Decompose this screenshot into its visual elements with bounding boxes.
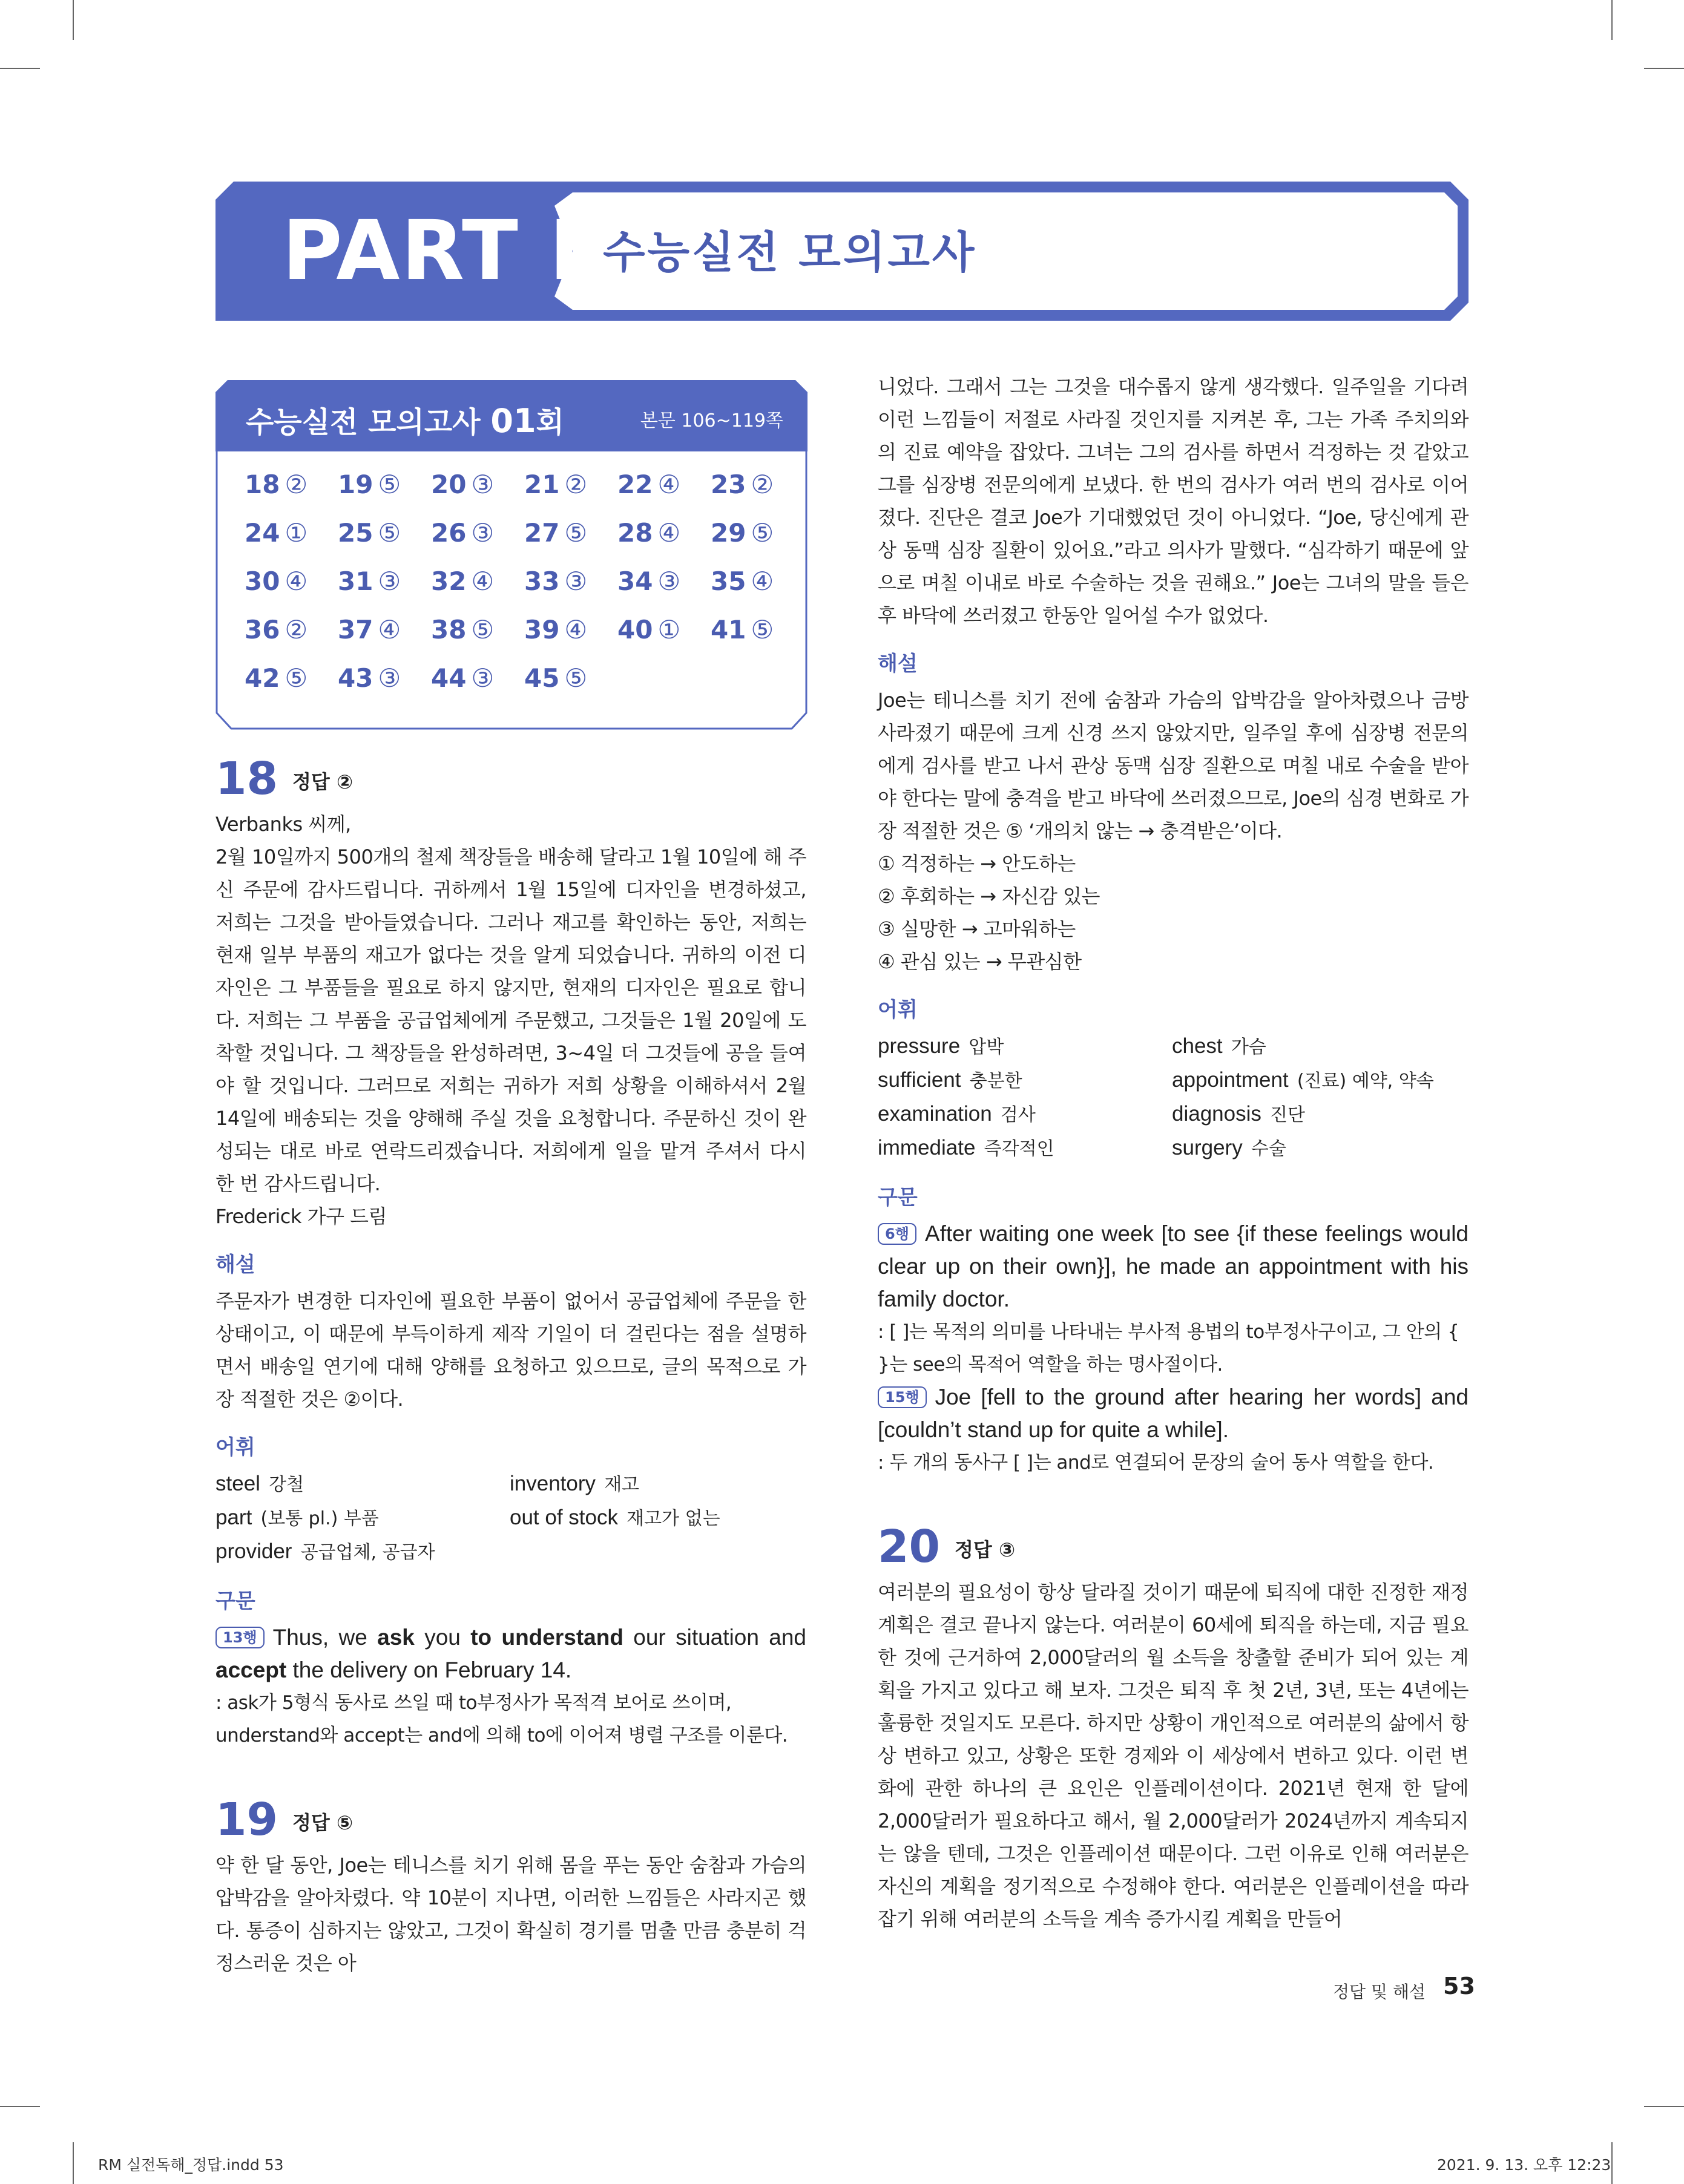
crop-mark xyxy=(1644,2106,1684,2107)
answer-number: 24 xyxy=(245,518,280,548)
syntax-text: Thus, we xyxy=(272,1625,378,1650)
part-banner xyxy=(215,182,1469,321)
vocab-en: provider xyxy=(215,1540,292,1563)
answer-item xyxy=(245,616,338,644)
vocab-item xyxy=(1172,1132,1466,1166)
question-answer: 정답 ③ xyxy=(954,1538,1016,1561)
vocab-ko: (진료) 예약, 약속 xyxy=(1297,1071,1434,1092)
answer-mark: ⑤ xyxy=(471,615,495,644)
vocab-item xyxy=(215,1501,510,1535)
vocab-en: chest xyxy=(1172,1034,1223,1058)
vocab-ko: 압박 xyxy=(969,1037,1004,1058)
answer-mark: ② xyxy=(285,615,308,644)
explanation-label: 해설 xyxy=(878,652,918,676)
syntax-text: Joe [fell to the ground after hearing her words] and [couldn’t stand up for quite a while]. xyxy=(878,1385,1469,1442)
answer-mark: ⑤ xyxy=(751,615,774,644)
vocab-ko: 가슴 xyxy=(1231,1037,1266,1058)
line-tag: 6행 xyxy=(878,1223,916,1245)
answer-mark: ⑤ xyxy=(285,663,308,693)
syntax-bold: ask xyxy=(377,1625,415,1650)
vocab-en: pressure xyxy=(878,1034,961,1058)
answer-mark: ③ xyxy=(378,663,401,693)
crop-mark xyxy=(1611,2142,1613,2184)
answer-item xyxy=(711,616,804,644)
answer-item xyxy=(617,568,711,595)
answer-number: 27 xyxy=(524,518,560,548)
answer-number: 45 xyxy=(524,663,560,693)
vocab-en: surgery xyxy=(1172,1136,1243,1159)
page-number: 53 xyxy=(1443,1973,1475,1999)
vocab-item xyxy=(1172,1098,1466,1132)
answer-mark: ③ xyxy=(657,566,681,596)
syntax-sentence xyxy=(878,1218,1469,1316)
syntax-text: the delivery on February 14. xyxy=(286,1658,572,1682)
crop-mark xyxy=(1644,68,1684,69)
answer-item xyxy=(711,471,804,499)
vocab-en: sufficient xyxy=(878,1068,961,1092)
line-tag: 15행 xyxy=(878,1386,927,1408)
answer-mark: ② xyxy=(285,470,308,499)
answer-number: 29 xyxy=(711,518,746,548)
answer-number: 36 xyxy=(245,615,280,644)
syntax-text: you xyxy=(414,1625,471,1650)
vocab-item xyxy=(215,1467,510,1501)
answer-number: 22 xyxy=(617,470,653,499)
vocab-item xyxy=(878,1030,1172,1064)
vocab-item xyxy=(510,1501,804,1535)
syntax-note: : [ ]는 목적의 의미를 나타내는 부사적 용법의 to부정사구이고, 그 안의 { }는 see의 목적어 역할을 하는 명사절이다. xyxy=(878,1321,1459,1376)
answer-number: 42 xyxy=(245,663,280,693)
answer-mark: ③ xyxy=(471,663,495,693)
syntax-text: After waiting one week [to see {if these feelings would clear up on their own}], he made an appointment with his family doctor. xyxy=(878,1221,1469,1311)
question-number: 20 xyxy=(878,1521,940,1573)
answer-box-title-number: 01 xyxy=(490,402,536,440)
translation-continued: 니었다. 그래서 그는 그것을 대수롭지 않게 생각했다. 일주일을 기다려 이런 느낌들이 저절로 사라질 것인지를 지켜본 후, 그는 가족 주치의와의 진료 예약을 잡았다. 그녀는 그의 검사를 하면서 걱정하는 것 같았고 그를 심장병 전문의에게 보냈다. 한 번의 검사가 여러 번의 검사로 이어졌다. 진단은 결코 Joe가 기대했었던 것이 아니었다. “Joe, 당신에게 관상 동맥 심장 질환이 있어요.”라고 의사가 말했다. “심각하기 때문에 앞으로 며칠 이내로 바로 수술하는 것을 권해요.” Joe는 그녀의 말을 들은 후 바닥에 쓰러졌고 한동안 일어설 수가 없었다. xyxy=(878,375,1469,627)
answer-item xyxy=(245,568,338,595)
vocab-list xyxy=(215,1467,806,1569)
answer-mark: ② xyxy=(751,470,774,499)
question-18-heading xyxy=(215,753,806,804)
vocab-item xyxy=(878,1132,1172,1166)
answer-box-title-suffix: 회 xyxy=(536,405,564,439)
syntax-note: : ask가 5형식 동사로 쓰일 때 to부정사가 목적격 보어로 쓰이며, understand와 accept는 and에 의해 to에 이어져 병렬 구조를 이룬다. xyxy=(215,1692,788,1746)
answer-mark: ④ xyxy=(751,566,774,596)
syntax-note: : 두 개의 동사구 [ ]는 and로 연결되어 문장의 술어 동사 역할을 한다. xyxy=(878,1452,1434,1474)
answer-item xyxy=(338,568,431,595)
vocab-en: diagnosis xyxy=(1172,1102,1261,1126)
answer-item xyxy=(245,519,338,547)
vocab-item xyxy=(878,1098,1172,1132)
syntax-text: our situation and xyxy=(623,1625,806,1650)
date-info: 2021. 9. 13. 오후 12:23 xyxy=(1437,2156,1611,2174)
option-item: ② 후회하는 → 자신감 있는 xyxy=(878,885,1100,908)
answer-mark: ② xyxy=(564,470,588,499)
vocab-item xyxy=(215,1535,510,1569)
crop-mark xyxy=(0,2106,40,2107)
syntax-label: 구문 xyxy=(878,1185,918,1210)
vocab-en: examination xyxy=(878,1102,992,1126)
answer-box-title-text: 수능실전 모의고사 xyxy=(246,405,491,439)
question-answer: 정답 ⑤ xyxy=(292,1811,354,1834)
answer-box-pages: 본문 106~119쪽 xyxy=(640,410,783,431)
vocab-ko: 수술 xyxy=(1251,1138,1286,1159)
answer-number: 41 xyxy=(711,615,746,644)
answer-number: 34 xyxy=(617,566,653,596)
answer-item xyxy=(245,471,338,499)
translation-signoff: Frederick 가구 드림 xyxy=(215,1205,387,1228)
answer-number: 28 xyxy=(617,518,653,548)
vocab-ko: 재고 xyxy=(604,1474,640,1495)
answer-item xyxy=(338,664,431,692)
answer-mark: ④ xyxy=(378,615,401,644)
answer-mark: ④ xyxy=(657,470,681,499)
answer-box-title xyxy=(246,402,564,442)
explanation-text: Joe는 테니스를 치기 전에 숨참과 가슴의 압박감을 알아차렸으나 금방 사라졌기 때문에 크게 신경 쓰지 않았지만, 일주일 후에 심장병 전문의에게 검사를 받고 나서 관상 동맥 심장 질환으로 며칠 내로 수술을 받아야 한다는 말에 충격을 받고 바닥에 쓰러졌으므로, Joe의 심경 변화로 가장 적절한 것은 ⑤ ‘개의치 않는 → 충격받은’이다. xyxy=(878,689,1469,842)
vocab-en: inventory xyxy=(510,1472,596,1495)
answer-item xyxy=(524,616,617,644)
answer-item xyxy=(338,519,431,547)
answer-number: 21 xyxy=(524,470,560,499)
answer-mark: ④ xyxy=(471,566,495,596)
answer-item xyxy=(431,664,524,692)
answer-item xyxy=(711,519,804,547)
question-20-heading xyxy=(878,1521,1469,1572)
option-item: ③ 실망한 → 고마워하는 xyxy=(878,917,1076,940)
answer-item xyxy=(431,519,524,547)
answer-number: 23 xyxy=(711,470,746,499)
answer-item xyxy=(711,568,804,595)
answer-item xyxy=(338,616,431,644)
syntax-bold: to understand xyxy=(470,1625,623,1650)
answer-number: 37 xyxy=(338,615,373,644)
right-column xyxy=(878,370,1469,1935)
explanation-text: 주문자가 변경한 디자인에 필요한 부품이 없어서 공급업체에 주문을 한 상태이고, 이 때문에 부득이하게 제작 기일이 더 걸린다는 점을 설명하면서 배송일 연기에 대해 양해를 요청하고 있으므로, 글의 목적으로 가장 적절한 것은 ②이다. xyxy=(215,1290,806,1411)
answer-number: 44 xyxy=(431,663,467,693)
syntax-bold: accept xyxy=(215,1658,287,1682)
answer-item xyxy=(245,664,338,692)
answer-mark: ⑤ xyxy=(378,470,401,499)
answer-mark: ⑤ xyxy=(564,518,588,548)
answer-mark: ③ xyxy=(471,470,495,499)
vocab-item xyxy=(510,1467,804,1501)
answer-number: 19 xyxy=(338,470,373,499)
vocab-list xyxy=(878,1030,1469,1166)
translation-body: 약 한 달 동안, Joe는 테니스를 치기 위해 몸을 푸는 동안 숨참과 가슴의 압박감을 알아차렸다. 약 10분이 지나면, 이러한 느낌들은 사라지곤 했다. 통증이 심하지는 않았고, 그것이 확실히 경기를 멈출 만큼 충분히 걱정스러운 것은 아 xyxy=(215,1854,806,1975)
answer-item xyxy=(524,568,617,595)
answer-number: 32 xyxy=(431,566,467,596)
vocab-en: immediate xyxy=(878,1136,976,1159)
answer-mark: ① xyxy=(285,518,308,548)
vocab-item xyxy=(1172,1064,1466,1098)
answer-number: 20 xyxy=(431,470,467,499)
answer-item xyxy=(431,568,524,595)
option-item: ④ 관심 있는 → 무관심한 xyxy=(878,950,1082,973)
answer-item xyxy=(524,664,617,692)
vocab-ko: 즉각적인 xyxy=(984,1138,1054,1159)
answer-mark: ⑤ xyxy=(378,518,401,548)
question-19-heading xyxy=(215,1794,806,1845)
answer-item xyxy=(431,616,524,644)
vocab-label: 어휘 xyxy=(878,998,918,1022)
answer-item xyxy=(617,471,711,499)
answer-number: 35 xyxy=(711,566,746,596)
translation-body: 여러분의 필요성이 항상 달라질 것이기 때문에 퇴직에 대한 진정한 재정 계획은 결코 끝나지 않는다. 여러분이 60세에 퇴직을 하는데, 지금 필요한 것에 근거하여 2,000달러의 월 소득을 창출할 준비가 되어 있는 계획을 가지고 있다고 해 보자. 그것은 퇴직 후 첫 2년, 3년, 또는 4년에는 훌륭한 것일지도 모른다. 하지만 상황이 개인적으로 여러분의 삶에서 항상 변하고 있고, 상황은 또한 경제와 이 세상에서 변하고 있다. 이런 변화에 관한 하나의 큰 요인은 인플레이션이다. 2021년 현재 한 달에 2,000달러가 필요하다고 해서, 월 2,000달러가 2024년까지 계속되지는 않을 텐데, 그것은 인플레이션 때문이다. 그런 이유로 인해 여러분은 자신의 계획을 정기적으로 수정해야 한다. 여러분은 인플레이션을 따라잡기 위해 여러분의 소득을 계속 증가시킬 계획을 만들어 xyxy=(878,1581,1469,1930)
answer-number: 38 xyxy=(431,615,467,644)
explanation-label: 해설 xyxy=(215,1253,255,1277)
answer-mark: ④ xyxy=(657,518,681,548)
answer-number: 18 xyxy=(245,470,280,499)
syntax-sentence xyxy=(878,1381,1469,1446)
question-number: 19 xyxy=(215,1794,278,1846)
vocab-ko: 재고가 없는 xyxy=(627,1508,720,1529)
part-label: PART Ⅱ xyxy=(282,203,605,299)
crop-mark xyxy=(1611,0,1613,40)
answer-mark: ③ xyxy=(564,566,588,596)
vocab-en: steel xyxy=(215,1472,260,1495)
crop-mark xyxy=(73,2142,74,2184)
answer-item xyxy=(524,519,617,547)
vocab-en: part xyxy=(215,1506,252,1529)
answer-item xyxy=(617,519,711,547)
vocab-ko: 강철 xyxy=(269,1474,304,1495)
answer-mark: ⑤ xyxy=(751,518,774,548)
section-title: 수능실전 모의고사 xyxy=(603,227,977,278)
translation-line: Verbanks 씨께, xyxy=(215,813,351,836)
answer-item xyxy=(524,471,617,499)
vocab-ko: 진단 xyxy=(1270,1104,1306,1126)
answer-grid xyxy=(245,471,777,692)
vocab-en: out of stock xyxy=(510,1506,618,1529)
vocab-ko: 충분한 xyxy=(969,1071,1022,1092)
answer-mark: ④ xyxy=(285,566,308,596)
vocab-label: 어휘 xyxy=(215,1435,255,1460)
answer-mark: ⑤ xyxy=(564,663,588,693)
answer-mark: ① xyxy=(657,615,681,644)
line-tag: 13행 xyxy=(215,1627,265,1648)
syntax-sentence xyxy=(215,1621,806,1687)
vocab-item xyxy=(878,1064,1172,1098)
vocab-en: appointment xyxy=(1172,1068,1289,1092)
vocab-ko: 검사 xyxy=(1000,1104,1036,1126)
answer-mark: ③ xyxy=(378,566,401,596)
answer-number: 25 xyxy=(338,518,373,548)
footer-label: 정답 및 해설 xyxy=(1333,1982,1426,2002)
file-info: RM 실전독해_정답.indd 53 xyxy=(98,2156,284,2174)
answer-number: 31 xyxy=(338,566,373,596)
answer-mark: ③ xyxy=(471,518,495,548)
answer-number: 43 xyxy=(338,663,373,693)
answer-number: 26 xyxy=(431,518,467,548)
answer-number: 39 xyxy=(524,615,560,644)
answer-mark: ④ xyxy=(564,615,588,644)
answer-item xyxy=(431,471,524,499)
answer-number: 30 xyxy=(245,566,280,596)
vocab-item xyxy=(1172,1030,1466,1064)
answer-item xyxy=(338,471,431,499)
answer-item xyxy=(617,616,711,644)
translation-body: 2월 10일까지 500개의 철제 책장들을 배송해 달라고 1월 10일에 해 주신 주문에 감사드립니다. 귀하께서 1월 15일에 디자인을 변경하셨고, 저희는 그것을 받아들였습니다. 그러나 재고를 확인하는 동안, 저희는 현재 일부 부품의 재고가 없다는 것을 알게 되었습니다. 귀하의 이전 디자인은 그 부품들을 필요로 하지 않지만, 현재의 디자인은 필요로 합니다. 저희는 그 부품을 공급업체에게 주문했고, 그것들은 1월 20일에 도착할 것입니다. 그 책장들을 완성하려면, 3~4일 더 그것들에 공을 들여야 할 것입니다. 그러므로 저희는 귀하가 저희 상황을 이해하셔서 2월 14일에 배송되는 것을 양해해 주실 것을 요청합니다. 주문하신 것이 완성되는 대로 바로 연락드리겠습니다. 저희에게 일을 맡겨 주셔서 다시 한 번 감사드립니다. xyxy=(215,845,806,1195)
option-item: ① 걱정하는 → 안도하는 xyxy=(878,852,1076,875)
vocab-ko: (보통 pl.) 부품 xyxy=(260,1508,379,1529)
crop-mark xyxy=(73,0,74,40)
answer-number: 33 xyxy=(524,566,560,596)
answer-number: 40 xyxy=(617,615,653,644)
vocab-ko: 공급업체, 공급자 xyxy=(300,1542,435,1563)
question-answer: 정답 ② xyxy=(292,770,354,793)
answer-key-box xyxy=(215,380,807,730)
question-number: 18 xyxy=(215,753,278,805)
syntax-label: 구문 xyxy=(215,1589,255,1613)
crop-mark xyxy=(0,68,40,69)
left-column xyxy=(215,753,806,1979)
